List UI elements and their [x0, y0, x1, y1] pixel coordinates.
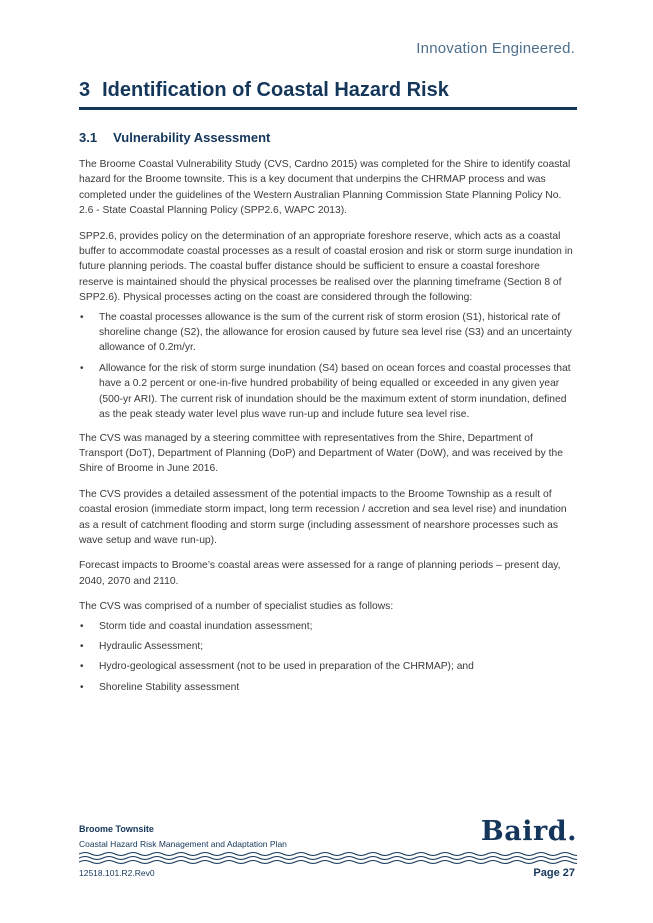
- paragraph-spp: SPP2.6, provides policy on the determination of an appropriate foreshore reserve, which acts as a coastal buffer to accommodate coastal processes as a result of coastal erosion and risk or storm surge inundation in future planning periods. The coastal buffer distance should be sufficient to ensure a coastal foreshore reserve is maintained should the physical processes be realised over the planning timeframe (Section 8 of SPP2.6). Physical processes acting on the coast are considered through the following:: [79, 230, 573, 304]
- physical-processes-list: [79, 310, 576, 423]
- footer-document-subtitle: Coastal Hazard Risk Management and Adaptation Plan: [79, 839, 287, 849]
- bullet-icon: •: [80, 362, 84, 374]
- bullet-icon: •: [80, 311, 84, 323]
- list-item-text: Hydro-geological assessment (not to be used in preparation of the CHRMAP); and: [99, 661, 474, 673]
- section-heading: [79, 130, 270, 145]
- body-content: [79, 157, 576, 705]
- baird-logo: [481, 816, 577, 847]
- page-number: Page 27: [533, 867, 575, 879]
- list-item: [79, 310, 576, 356]
- list-item-text: Allowance for the risk of storm surge inundation (S4) based on ocean forces and coastal processes that have a 0.2 percent or one-in-five hundred probability of being equalled or exceeded in any given year (500-yr ARI). The current risk of inundation should be the maximum extent of storm inundation, defined as the peak steady water level plus wave run-up and include future sea level rise.: [99, 362, 571, 421]
- wave-decoration-icon: [79, 850, 577, 866]
- logo-period: .: [567, 816, 577, 847]
- bullet-icon: •: [80, 640, 84, 652]
- chapter-number: 3: [79, 79, 91, 101]
- header-tagline: [416, 40, 575, 57]
- list-item: [79, 680, 576, 695]
- list-item-text: Storm tide and coastal inundation assessment;: [99, 620, 313, 632]
- section-number: 3.1: [79, 130, 98, 145]
- list-item-text: Hydraulic Assessment;: [99, 640, 204, 652]
- bullet-icon: •: [80, 620, 84, 632]
- logo-text: Baird: [480, 816, 568, 847]
- section-title: Vulnerability Assessment: [113, 130, 271, 145]
- paragraph-assessment: The CVS provides a detailed assessment of the potential impacts to the Broome Township as a result of coastal erosion (immediate storm impact, long term recession / accretion and sea level rise) and inundation as a result of catchment flooding and storm surge (including assessment of nearshore processes such as wave setup and wave run-up).: [79, 488, 567, 546]
- paragraph-steering: The CVS was managed by a steering committee with representatives from the Shire, Department of Transport (DoT), Department of Planning (DoP) and Department of Water (DoW), and was received by the Shire of Broome in June 2016.: [79, 432, 563, 475]
- specialist-studies-list: [79, 619, 576, 696]
- paragraph-forecast: Forecast impacts to Broome’s coastal areas were assessed for a range of planning periods – present day, 2040, 2070 and 2110.: [79, 560, 561, 587]
- tagline-text: Innovation Engineered: [416, 40, 571, 57]
- list-item: [79, 361, 576, 423]
- chapter-heading: [79, 79, 577, 102]
- bullet-icon: •: [80, 661, 84, 673]
- list-item: [79, 659, 576, 674]
- chapter-divider: [79, 107, 577, 110]
- list-item-text: Shoreline Stability assessment: [99, 681, 240, 693]
- list-item: [79, 619, 576, 634]
- tagline-period: .: [570, 40, 575, 57]
- list-item: [79, 639, 576, 654]
- footer-project-title: Broome Townsite: [79, 824, 154, 834]
- paragraph-cvs-intro: The Broome Coastal Vulnerability Study (CVS, Cardno 2015) was completed for the Shire to identify coastal hazard for the Broome townsite. This is a key document that underpins the CHRMAP process and was completed under the guidelines of the Western Australian Planning Commission State Planning Policy No. 2.6 - State Coastal Planning Policy (SPP2.6, WAPC 2013).: [79, 159, 571, 217]
- document-reference: 12518.101.R2.Rev0: [79, 868, 155, 878]
- bullet-icon: •: [80, 681, 84, 693]
- chapter-title: Identification of Coastal Hazard Risk: [102, 79, 449, 101]
- paragraph-specialist: The CVS was comprised of a number of specialist studies as follows:: [79, 601, 394, 613]
- list-item-text: The coastal processes allowance is the sum of the current risk of storm erosion (S1), historical rate of shoreline change (S2), the allowance for erosion caused by future sea level rise (S3) and an uncertainty allowance of 0.2m/yr.: [99, 311, 572, 354]
